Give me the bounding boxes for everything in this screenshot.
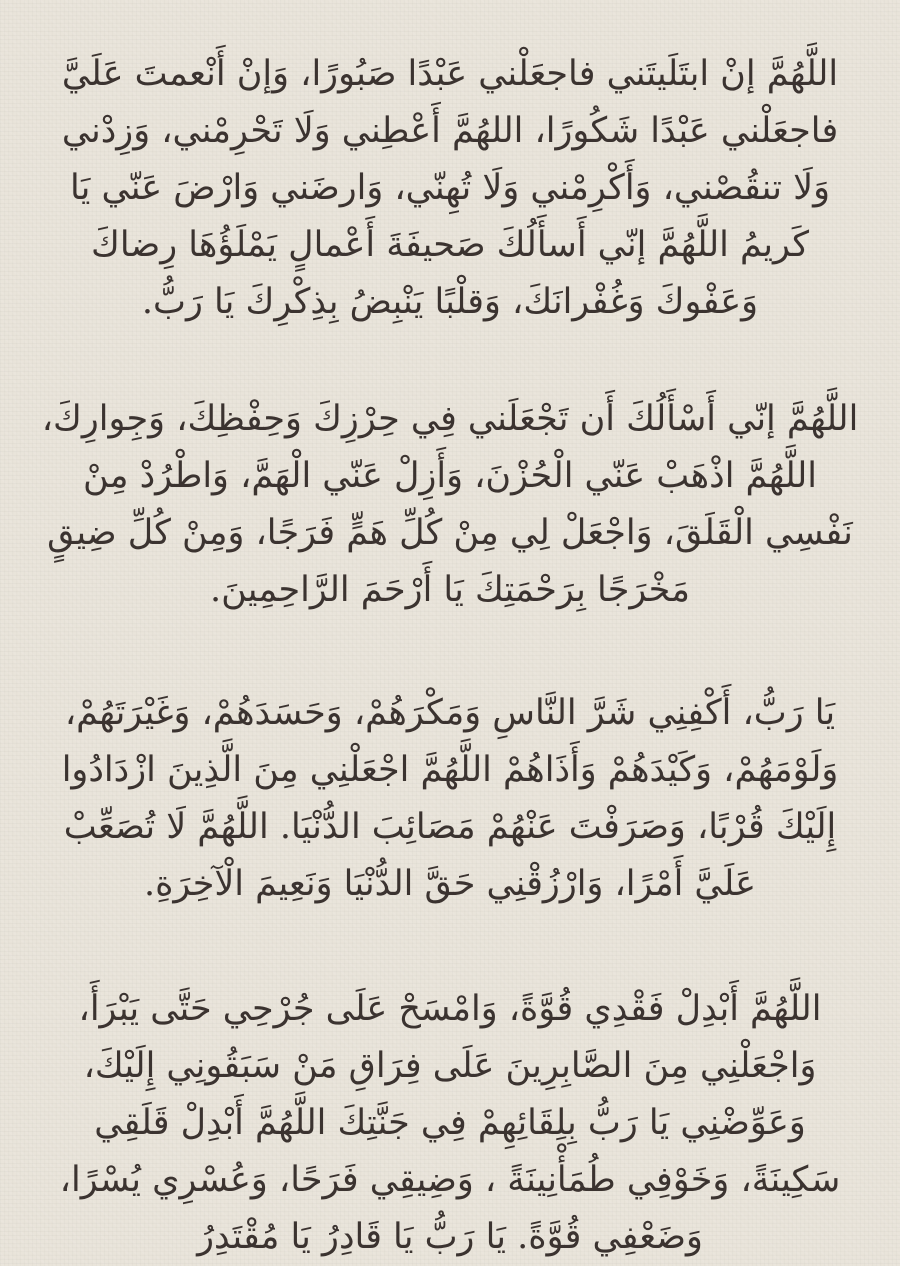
- dua-paragraph-2: اللَّهُمَّ إنّي أَسْأَلُكَ أَن تَجْعَلَني فِي حِرْزِكَ وَحِفْظِكَ، وَجِوارِكَ، اللَّهُمَّ اذْهَبْ عَنّي الْحُزْنَ، وَأَزِلْ عَنّي الْهَمَّ، وَاطْرُدْ مِنْ نَفْسِي الْقَلَقَ، وَاجْعَلْ لِي مِنْ كُلِّ هَمٍّ فَرَجًا، وَمِنْ كُلِّ ضِيقٍ مَخْرَجًا بِرَحْمَتِكَ يَا أَرْحَمَ الرَّاحِمِينَ.: [41, 399, 859, 610]
- dua-paragraph-1: اللَّهُمَّ إنْ ابتَلَيتَني فاجعَلْني عَبْدًا صَبُورًا، وَإنْ أَنْعمتَ عَلَيَّ فاجعَلْني عَبْدًا شَكُورًا، اللهُمَّ أَعْطِني وَلَا تَحْرِمْني، وَزِدْني وَلَا تنقُصْني، وَأَكْرِمْني وَلَا تُهِنّي، وَارضَني وَارْضَ عَنّي يَا كَريمُ اللَّهُمَّ إنّي أَسأَلُكَ صَحيفَةَ أَعْمالٍ يَمْلَؤُهَا رِضاكَ وَعَفْوكَ وَغُفْرانَكَ، وَقلْبًا يَنْبِضُ بِذِكْرِكَ يَا رَبُّ.: [61, 54, 839, 322]
- dua-paragraph-3: يَا رَبُّ، أَكْفِنِي شَرَّ النَّاسِ وَمَكْرَهُمْ، وَحَسَدَهُمْ، وَغَيْرَتَهُمْ، وَلَوْمَهُمْ، وَكَيْدَهُمْ وَأَذَاهُمْ اللَّهُمَّ اجْعَلْنِي مِنَ الَّذِينَ ازْدَادُوا إِلَيْكَ قُرْبًا، وَصَرَفْتَ عَنْهُمْ مَصَائِبَ الدُّنْيَا. اللَّهُمَّ لَا تُصَعِّبْ عَلَيَّ أَمْرًا، وَارْزُقْنِي حَقَّ الدُّنْيَا وَنَعِيمَ الْآخِرَةِ.: [61, 693, 839, 904]
- dua-paragraph-4: اللَّهُمَّ أَبْدِلْ فَقْدِي قُوَّةً، وَامْسَحْ عَلَى جُرْحِي حَتَّى يَبْرَأَ، وَاجْعَلْنِي مِنَ الصَّابِرِينَ عَلَى فِرَاقِ مَنْ سَبَقُونِي إِلَيْكَ، وَعَوِّضْنِي يَا رَبُّ بِلِقَائِهِمْ فِي جَنَّتِكَ اللَّهُمَّ أَبْدِلْ قَلَقِي سَكِينَةً، وَخَوْفِي طُمَأْنِينَةً ، وَضِيقِي فَرَحًا، وَعُسْرِي يُسْرًا، وَضَعْفِي قُوَّةً. يَا رَبُّ يَا قَادِرُ يَا مُقْتَدِرُ: [59, 989, 841, 1257]
